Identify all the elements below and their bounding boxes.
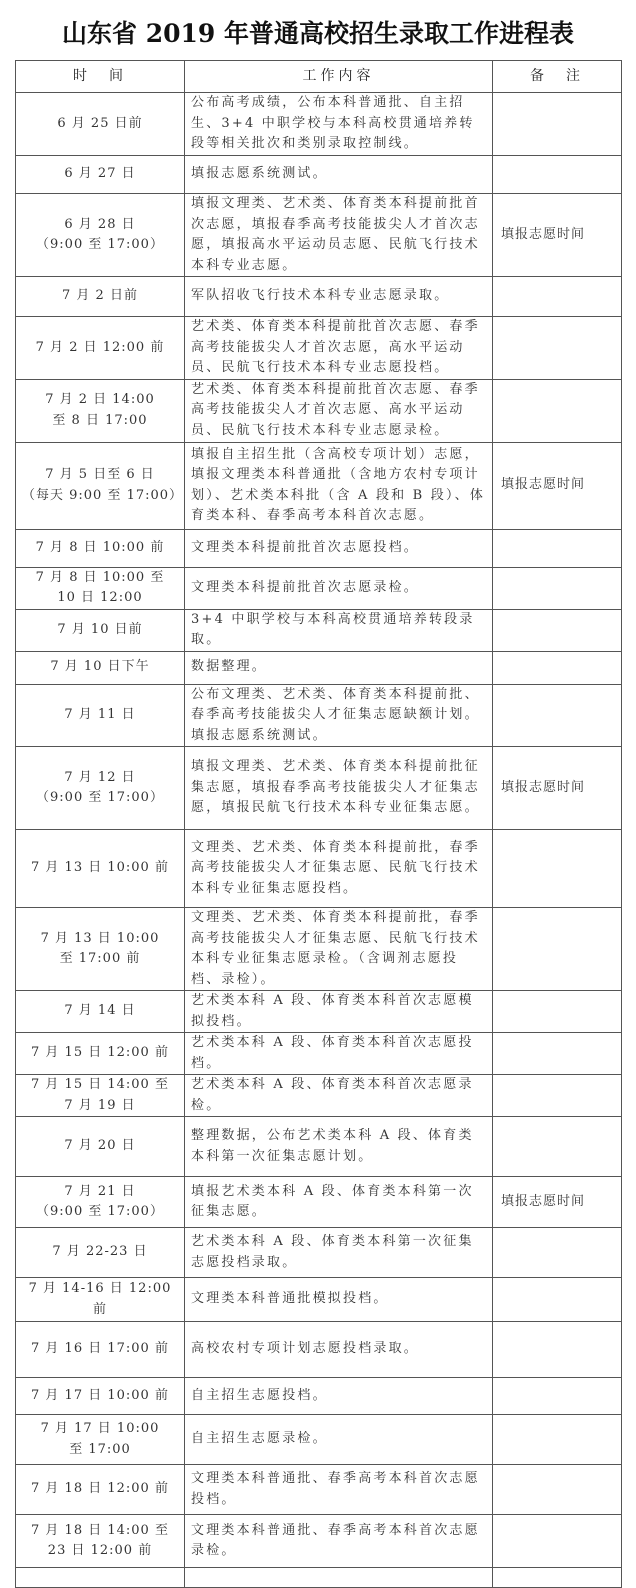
schedule-table xyxy=(15,60,622,1588)
note-cell xyxy=(493,1228,622,1278)
content-cell: 艺术类本科 A 段、体育类本科首次志愿投档。 xyxy=(185,1033,493,1075)
note-cell xyxy=(493,529,622,567)
table-row xyxy=(16,991,622,1033)
content-cell: 艺术类、体育类本科提前批首次志愿、春季高考技能拔尖人才首次志愿，高水平运动员、民航飞行技术本科专业志愿投档。 xyxy=(185,317,493,380)
table-row xyxy=(16,1465,622,1515)
time-cell: 7 月 8 日 10:00 前 xyxy=(16,529,185,567)
content-cell: 填报文理类、艺术类、体育类本科提前批征集志愿，填报春季高考技能拔尖人才征集志愿，填报民航飞行技术本科专业征集志愿。 xyxy=(185,747,493,830)
content-cell: 军队招收飞行技术本科专业志愿录取。 xyxy=(185,277,493,317)
time-cell: 7 月 14-16 日 12:00 前 xyxy=(16,1278,185,1322)
table-row xyxy=(16,277,622,317)
table-row xyxy=(16,1177,622,1228)
time-cell: 7 月 17 日 10:00 前 xyxy=(16,1378,185,1415)
content-cell: 文理类本科提前批首次志愿投档。 xyxy=(185,529,493,567)
table-row xyxy=(16,194,622,277)
time-cell: 6 月 27 日 xyxy=(16,156,185,194)
content-cell: 文理类本科普通批、春季高考本科首次志愿录检。 xyxy=(185,1515,493,1568)
content-cell: 公布高考成绩，公布本科普通批、自主招生、3+4 中职学校与本科高校贯通培养转段等相关批次和类别录取控制线。 xyxy=(185,93,493,156)
time-cell: 7 月 10 日前 xyxy=(16,609,185,651)
content-cell: 填报志愿系统测试。 xyxy=(185,156,493,194)
time-cell: 7 月 22-23 日 xyxy=(16,1228,185,1278)
table-row xyxy=(16,442,622,529)
table-row xyxy=(16,1228,622,1278)
time-cell: 7 月 17 日 10:00 至 17:00 xyxy=(16,1415,185,1465)
note-cell xyxy=(493,1322,622,1378)
table-header-row xyxy=(16,61,622,93)
note-cell xyxy=(493,1075,622,1117)
note-cell xyxy=(493,684,622,747)
header-time: 时 间 xyxy=(16,61,185,93)
table-row xyxy=(16,747,622,830)
content-cell: 文理类本科提前批首次志愿录检。 xyxy=(185,567,493,609)
time-cell xyxy=(16,1568,185,1588)
content-cell: 艺术类本科 A 段、体育类本科首次志愿模拟投档。 xyxy=(185,991,493,1033)
note-cell: 填报志愿时间 xyxy=(493,747,622,830)
table-body xyxy=(16,93,622,1588)
table-row xyxy=(16,567,622,609)
table-row xyxy=(16,1568,622,1588)
table-row xyxy=(16,830,622,908)
table-row xyxy=(16,651,622,684)
content-cell: 高校农村专项计划志愿投档录取。 xyxy=(185,1322,493,1378)
header-note: 备 注 xyxy=(493,61,622,93)
note-cell xyxy=(493,317,622,380)
note-cell xyxy=(493,379,622,442)
note-cell: 填报志愿时间 xyxy=(493,1177,622,1228)
time-cell: 7 月 2 日 12:00 前 xyxy=(16,317,185,380)
time-cell: 7 月 14 日 xyxy=(16,991,185,1033)
table-row xyxy=(16,1117,622,1177)
content-cell: 文理类、艺术类、体育类本科提前批，春季高考技能拔尖人才征集志愿、民航飞行技术本科专业征集志愿录检。（含调剂志愿投档、录检）。 xyxy=(185,908,493,991)
time-cell: 7 月 2 日 14:00 至 8 日 17:00 xyxy=(16,379,185,442)
content-cell: 数据整理。 xyxy=(185,651,493,684)
time-cell: 7 月 18 日 14:00 至 23 日 12:00 前 xyxy=(16,1515,185,1568)
time-cell: 7 月 2 日前 xyxy=(16,277,185,317)
content-cell: 文理类、艺术类、体育类本科提前批，春季高考技能拔尖人才征集志愿、民航飞行技术本科专业征集志愿投档。 xyxy=(185,830,493,908)
time-cell: 7 月 10 日下午 xyxy=(16,651,185,684)
table-row xyxy=(16,684,622,747)
time-cell: 7 月 13 日 10:00 至 17:00 前 xyxy=(16,908,185,991)
note-cell xyxy=(493,908,622,991)
table-row xyxy=(16,317,622,380)
table-row xyxy=(16,1415,622,1465)
table-row xyxy=(16,529,622,567)
content-cell: 艺术类、体育类本科提前批首次志愿、春季高考技能拔尖人才首次志愿、高水平运动员、民航飞行技术本科专业志愿录检。 xyxy=(185,379,493,442)
time-cell: 7 月 13 日 10:00 前 xyxy=(16,830,185,908)
content-cell: 艺术类本科 A 段、体育类本科第一次征集志愿投档录取。 xyxy=(185,1228,493,1278)
table-row xyxy=(16,156,622,194)
table-row xyxy=(16,1322,622,1378)
table-row xyxy=(16,379,622,442)
content-cell: 填报自主招生批（含高校专项计划）志愿，填报文理类本科普通批（含地方农村专项计划）、艺术类本科批（含 A 段和 B 段）、体育类本科、春季高考本科首次志愿。 xyxy=(185,442,493,529)
note-cell xyxy=(493,277,622,317)
note-cell xyxy=(493,830,622,908)
note-cell xyxy=(493,1515,622,1568)
note-cell xyxy=(493,1378,622,1415)
header-content: 工作内容 xyxy=(185,61,493,93)
content-cell: 艺术类本科 A 段、体育类本科首次志愿录检。 xyxy=(185,1075,493,1117)
table-row xyxy=(16,908,622,991)
note-cell xyxy=(493,1033,622,1075)
time-cell: 7 月 15 日 14:00 至 7 月 19 日 xyxy=(16,1075,185,1117)
note-cell xyxy=(493,1117,622,1177)
content-cell xyxy=(185,1568,493,1588)
time-cell: 7 月 5 日至 6 日 （每天 9:00 至 17:00） xyxy=(16,442,185,529)
table-row xyxy=(16,1515,622,1568)
time-cell: 7 月 21 日 （9:00 至 17:00） xyxy=(16,1177,185,1228)
table-row xyxy=(16,1033,622,1075)
note-cell xyxy=(493,1278,622,1322)
time-cell: 6 月 25 日前 xyxy=(16,93,185,156)
content-cell: 文理类本科普通批、春季高考本科首次志愿投档。 xyxy=(185,1465,493,1515)
time-cell: 7 月 15 日 12:00 前 xyxy=(16,1033,185,1075)
content-cell: 自主招生志愿投档。 xyxy=(185,1378,493,1415)
note-cell: 填报志愿时间 xyxy=(493,442,622,529)
note-cell xyxy=(493,567,622,609)
content-cell: 公布文理类、艺术类、体育类本科提前批、春季高考技能拔尖人才征集志愿缺额计划。填报志愿系统测试。 xyxy=(185,684,493,747)
time-cell: 7 月 16 日 17:00 前 xyxy=(16,1322,185,1378)
table-row xyxy=(16,1278,622,1322)
time-cell: 7 月 20 日 xyxy=(16,1117,185,1177)
content-cell: 填报文理类、艺术类、体育类本科提前批首次志愿，填报春季高考技能拔尖人才首次志愿，填报高水平运动员志愿、民航飞行技术本科专业志愿。 xyxy=(185,194,493,277)
table-row xyxy=(16,93,622,156)
note-cell xyxy=(493,1568,622,1588)
note-cell xyxy=(493,609,622,651)
content-cell: 文理类本科普通批模拟投档。 xyxy=(185,1278,493,1322)
time-cell: 7 月 11 日 xyxy=(16,684,185,747)
time-cell: 7 月 12 日 （9:00 至 17:00） xyxy=(16,747,185,830)
note-cell xyxy=(493,156,622,194)
page-title: 山东省 2019 年普通高校招生录取工作进程表 xyxy=(62,19,574,48)
time-cell: 7 月 18 日 12:00 前 xyxy=(16,1465,185,1515)
content-cell: 整理数据，公布艺术类本科 A 段、体育类本科第一次征集志愿计划。 xyxy=(185,1117,493,1177)
content-cell: 自主招生志愿录检。 xyxy=(185,1415,493,1465)
note-cell xyxy=(493,1415,622,1465)
time-cell: 6 月 28 日 （9:00 至 17:00） xyxy=(16,194,185,277)
note-cell xyxy=(493,93,622,156)
note-cell xyxy=(493,651,622,684)
note-cell xyxy=(493,991,622,1033)
note-cell xyxy=(493,1465,622,1515)
content-cell: 3+4 中职学校与本科高校贯通培养转段录取。 xyxy=(185,609,493,651)
content-cell: 填报艺术类本科 A 段、体育类本科第一次征集志愿。 xyxy=(185,1177,493,1228)
time-cell: 7 月 8 日 10:00 至 10 日 12:00 xyxy=(16,567,185,609)
table-row xyxy=(16,1075,622,1117)
note-cell: 填报志愿时间 xyxy=(493,194,622,277)
table-row xyxy=(16,609,622,651)
table-row xyxy=(16,1378,622,1415)
